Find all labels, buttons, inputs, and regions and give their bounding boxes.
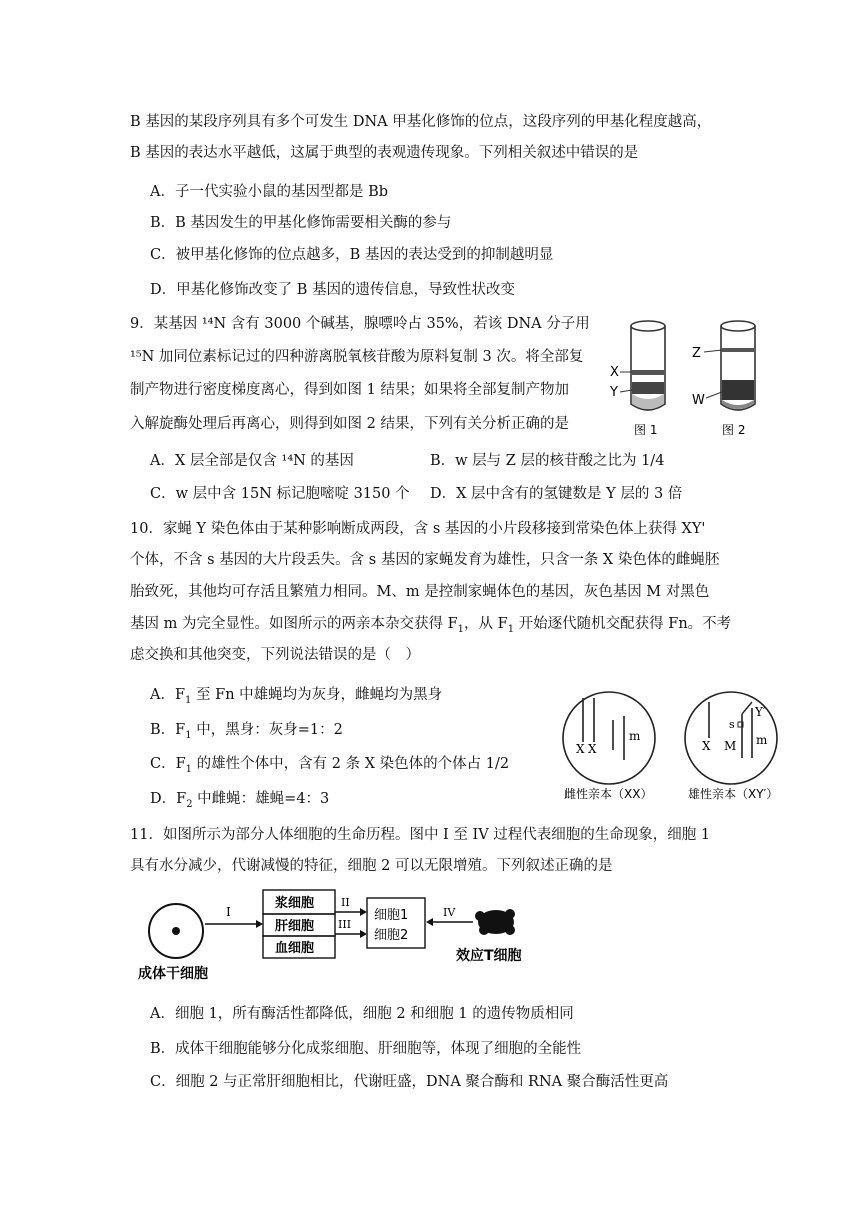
process-iv: IV (443, 906, 456, 919)
opt-c-post: 的雄性个体中，含有 2 条 X 染色体的个体占 1/2 (192, 756, 510, 772)
effector-t-cell-label: 效应T细胞 (456, 948, 522, 964)
female-x-1: X (576, 742, 585, 756)
opt-b-pre: B．F (150, 722, 186, 738)
q9-option-d: D．X 层中含有的氢键数是 Y 层的 3 倍 (430, 486, 683, 502)
opt-d-pre: D．F (150, 791, 187, 807)
f1-subscript: 1 (457, 623, 465, 635)
intro-line-1: B 基因的某段序列具有多个可发生 DNA 甲基化修饰的位点，这段序列的甲基化程度越高， (130, 114, 712, 130)
q8-option-d: D．甲基化修饰改变了 B 基因的遗传信息，导致性状改变 (150, 282, 515, 298)
f1-subscript: 1 (185, 694, 192, 706)
male-m: m (756, 733, 768, 747)
female-parent-cell (563, 692, 655, 784)
q11-option-c: C．细胞 2 与正常肝细胞相比，代谢旺盛，DNA 聚合酶和 RNA 聚合酶活性更高 (150, 1074, 669, 1090)
q10-line-3: 胎致死，其他均可存活且繁殖力相同。M、m 是控制家蝇体色的基因，灰色基因 M 对黑色 (130, 584, 710, 600)
q10-line-2: 个体，不含 s 基因的大片段丢失。含 s 基因的家蝇发育为雄性，只含一条 X 染色体的雌蝇胚 (130, 552, 720, 568)
q9-line-1: 9．某基因 ¹⁴N 含有 3000 个碱基，腺嘌呤占 35%，若该 DNA 分子用 (130, 316, 590, 332)
opt-d-post: 中雌蝇：雄蝇=4：3 (192, 791, 330, 807)
q10-line-4-pre: 基因 m 为完全显性。如图所示的两亲本杂交获得 F (130, 616, 458, 632)
stem-cell-label: 成体干细胞 (138, 966, 208, 982)
label-x: X (610, 365, 619, 380)
q10-line-1: 10．家蝇 Y 染色体由于某种影响断成两段，含 s 基因的小片段移接到常染色体上获得 XY' (130, 521, 706, 537)
f2-subscript: 2 (186, 798, 193, 810)
male-s: s (729, 718, 735, 731)
q9-line-4: 入解旋酶处理后再离心，则得到如图 2 结果，下列有关分析正确的是 (130, 416, 569, 432)
q11-option-a: A．细胞 1，所有酶活性都降低，细胞 2 和细胞 1 的遗传物质相同 (150, 1006, 574, 1022)
female-caption: 雌性亲本（XX） (564, 787, 653, 801)
q10-line-4-post: 开始逐代随机交配获得 Fn。不考 (514, 616, 732, 632)
male-caption: 雄性亲本（XY′） (688, 787, 779, 801)
f1-subscript: 1 (185, 729, 192, 741)
male-parent-cell (685, 692, 777, 784)
centrifuge-tubes-figure (600, 312, 770, 442)
process-ii: II (341, 896, 350, 909)
q10-line-5: 虑交换和其他突变，下列说法错误的是（ ） (130, 647, 420, 663)
q10-option-b (150, 720, 343, 746)
female-m: m (629, 729, 641, 743)
q11-line-2: 具有水分减少，代谢减慢的特征，细胞 2 可以无限增殖。下列叙述正确的是 (130, 858, 613, 874)
opt-b-post: 中，黑身：灰身=1：2 (191, 722, 343, 738)
q10-option-a (150, 685, 442, 711)
cell-2-label: 细胞2 (374, 928, 409, 943)
process-i: I (226, 905, 231, 919)
q9-line-3: 制产物进行密度梯度离心，得到如图 1 结果；如果将全部复制产物加 (130, 382, 569, 398)
q10-option-c (150, 754, 509, 780)
liver-cell-label: 肝细胞 (275, 919, 315, 934)
label-y: Y (610, 385, 618, 400)
q8-option-c: C．被甲基化修饰的位点越多，B 基因的表达受到的抑制越明显 (150, 247, 554, 263)
opt-a-pre: A．F (150, 687, 186, 703)
q10-line-4 (130, 614, 731, 640)
f1-subscript: 1 (185, 763, 193, 775)
q9-option-c: C．w 层中含 15N 标记胞嘧啶 3150 个 (150, 486, 410, 502)
tube-1 (631, 321, 665, 410)
q8-option-b: B．B 基因发生的甲基化修饰需要相关酶的参与 (150, 215, 452, 231)
q9-option-b: B．w 层与 Z 层的核苷酸之比为 1/4 (430, 453, 665, 469)
opt-c-pre: C．F (150, 756, 186, 772)
intro-line-2: B 基因的表达水平越低，这属于典型的表观遗传现象。下列相关叙述中错误的是 (130, 145, 639, 161)
q9-option-a: A．X 层全部是仅含 ¹⁴N 的基因 (150, 453, 354, 469)
chromosome-figure (552, 688, 802, 808)
q8-option-a: A．子一代实验小鼠的基因型都是 Bb (150, 184, 389, 200)
q10-option-d (150, 789, 329, 815)
opt-a-post: 至 Fn 中雄蝇均为灰身，雌蝇均为黑身 (191, 687, 443, 703)
q10-line-4-mid: ，从 F (464, 616, 508, 632)
tube-2 (721, 321, 755, 410)
label-w: W (692, 393, 705, 408)
cell-1-label: 细胞1 (374, 908, 409, 923)
female-x-2: X (588, 742, 597, 756)
male-y-prime: Y′ (755, 705, 766, 719)
process-iii: III (338, 918, 352, 931)
q11-option-b: B．成体干细胞能够分化成浆细胞、肝细胞等，体现了细胞的全能性 (150, 1041, 582, 1057)
q11-line-1: 11．如图所示为部分人体细胞的生命历程。图中 I 至 IV 过程代表细胞的生命现象，细胞 1 (130, 827, 711, 843)
fig-2-caption: 图 2 (722, 423, 746, 437)
q9-line-2: ¹⁵N 加同位素标记过的四种游离脱氧核苷酸为原料复制 3 次。将全部复 (130, 349, 584, 365)
blood-cell-label: 血细胞 (275, 941, 315, 956)
fig-1-caption: 图 1 (634, 423, 658, 437)
cell-life-history-diagram (138, 886, 538, 986)
male-x: X (702, 739, 711, 753)
effector-t-cell-icon (475, 909, 515, 935)
f1-subscript: 1 (507, 623, 515, 635)
label-z: Z (692, 346, 701, 361)
male-big-m: M (724, 739, 737, 753)
plasma-cell-label: 浆细胞 (275, 896, 315, 911)
